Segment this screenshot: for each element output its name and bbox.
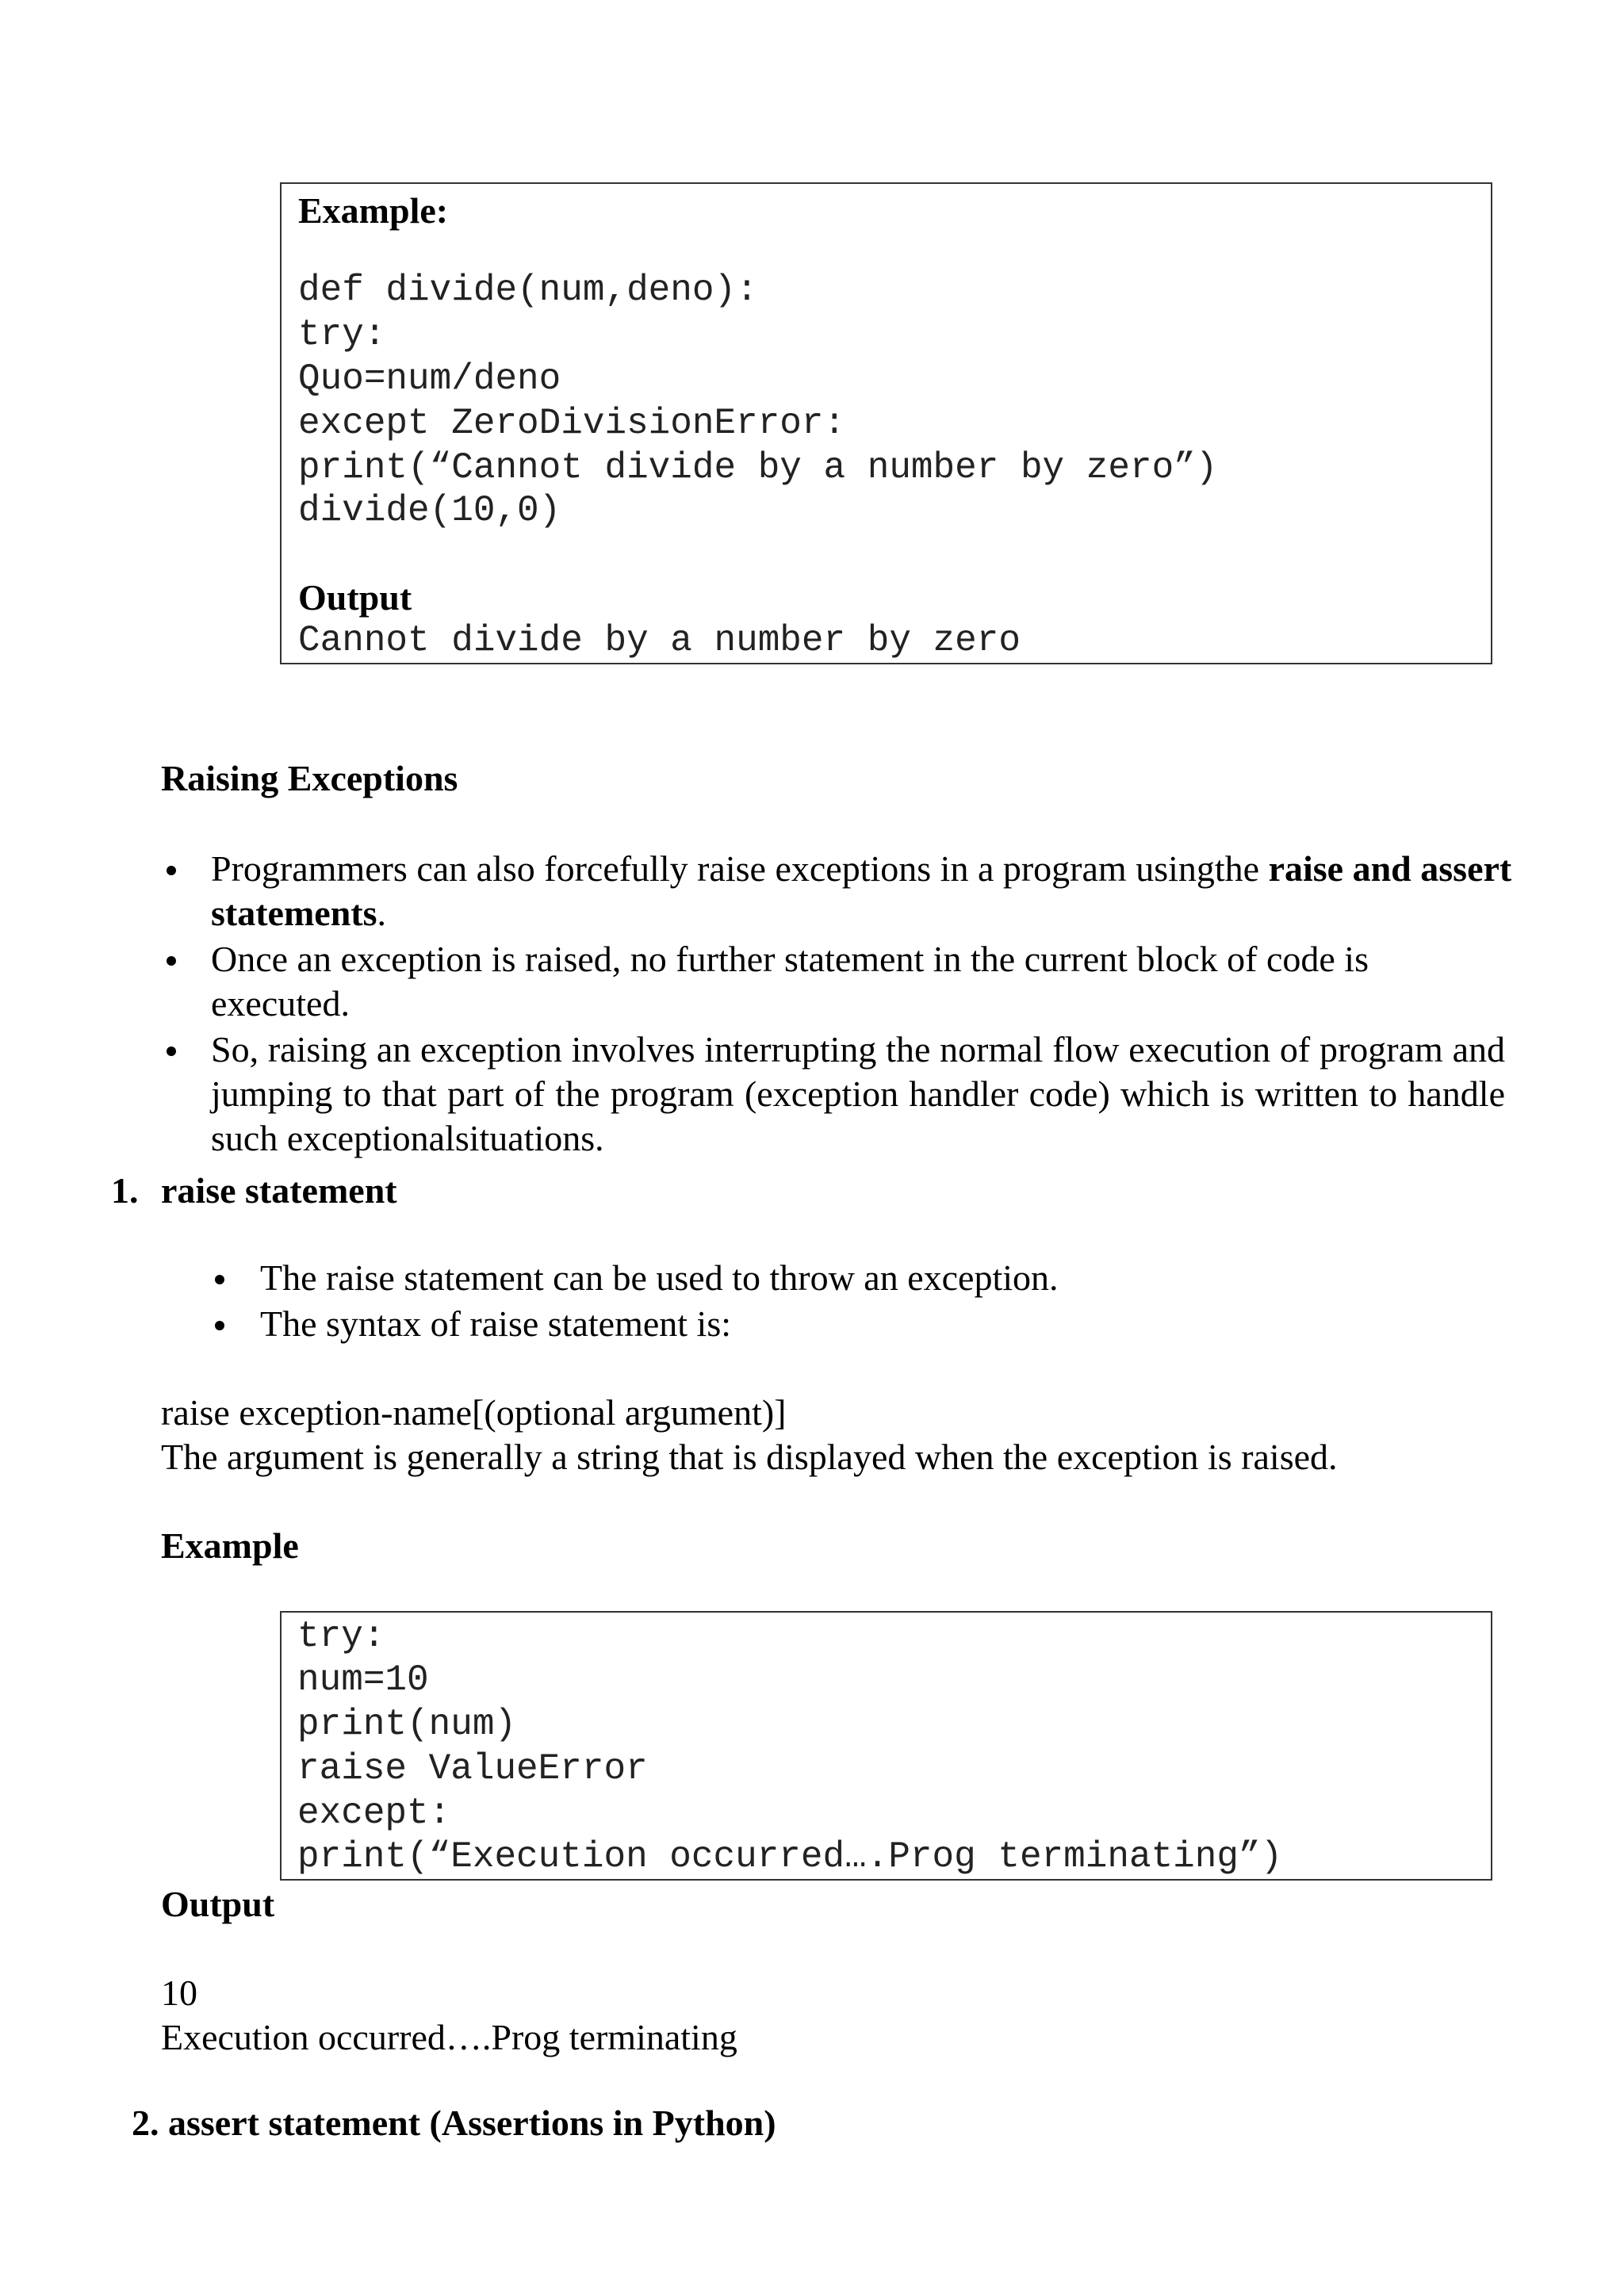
code-line: print(num) — [297, 1704, 517, 1745]
section-heading: 2. assert statement (Assertions in Python) — [132, 2103, 776, 2143]
bullet-icon — [167, 956, 176, 966]
code-line: try: — [297, 1616, 385, 1657]
code-line: def divide(num,deno): — [298, 270, 758, 311]
code-line: except: — [297, 1793, 451, 1834]
bullet-icon — [167, 866, 176, 875]
bullet-icon — [215, 1275, 224, 1284]
list-item: So, raising an exception involves interrupting the normal flow execution of program and jumping to that part of the program (exception handler code) which is written to handle such exceptionalsituations. — [211, 1029, 1505, 1158]
bullet-icon — [215, 1321, 224, 1330]
code-line: try: — [298, 314, 386, 355]
example-heading: Example — [161, 1525, 299, 1566]
output-heading: Output — [161, 1884, 275, 1924]
section-heading: raise statement — [161, 1170, 397, 1211]
list-item: Once an exception is raised, no further statement in the current block of code is executed. — [211, 939, 1369, 1024]
syntax-line: raise exception-name[(optional argument)] — [161, 1392, 787, 1433]
code-line: divide(10,0) — [298, 490, 561, 531]
bullet-icon — [167, 1047, 176, 1056]
example-code-box — [280, 1611, 1492, 1881]
list-item: The syntax of raise statement is: — [260, 1303, 732, 1344]
code-line: raise ValueError — [297, 1748, 648, 1789]
code-line: Quo=num/deno — [298, 358, 561, 400]
code-line: num=10 — [297, 1659, 429, 1701]
output-heading: Output — [298, 577, 412, 618]
code-line: print(“Execution occurred….Prog terminating”) — [297, 1836, 1283, 1877]
code-line: except ZeroDivisionError: — [298, 403, 846, 444]
output-line: Cannot divide by a number by zero — [298, 620, 1021, 661]
description-text: The argument is generally a string that is displayed when the exception is raised. — [161, 1437, 1338, 1477]
code-line: print(“Cannot divide by a number by zero”) — [298, 447, 1218, 488]
section-number: 1. — [111, 1170, 139, 1211]
list-item: The raise statement can be used to throw an exception. — [260, 1257, 1059, 1298]
example-heading: Example: — [298, 190, 449, 231]
example-code-box — [280, 182, 1492, 664]
output-line: 10 — [161, 1973, 197, 2013]
output-line: Execution occurred….Prog terminating — [161, 2017, 737, 2057]
list-item: Programmers can also forcefully raise exceptions in a program usingthe raise and assert statements. — [211, 848, 1512, 933]
section-heading: Raising Exceptions — [161, 758, 458, 798]
